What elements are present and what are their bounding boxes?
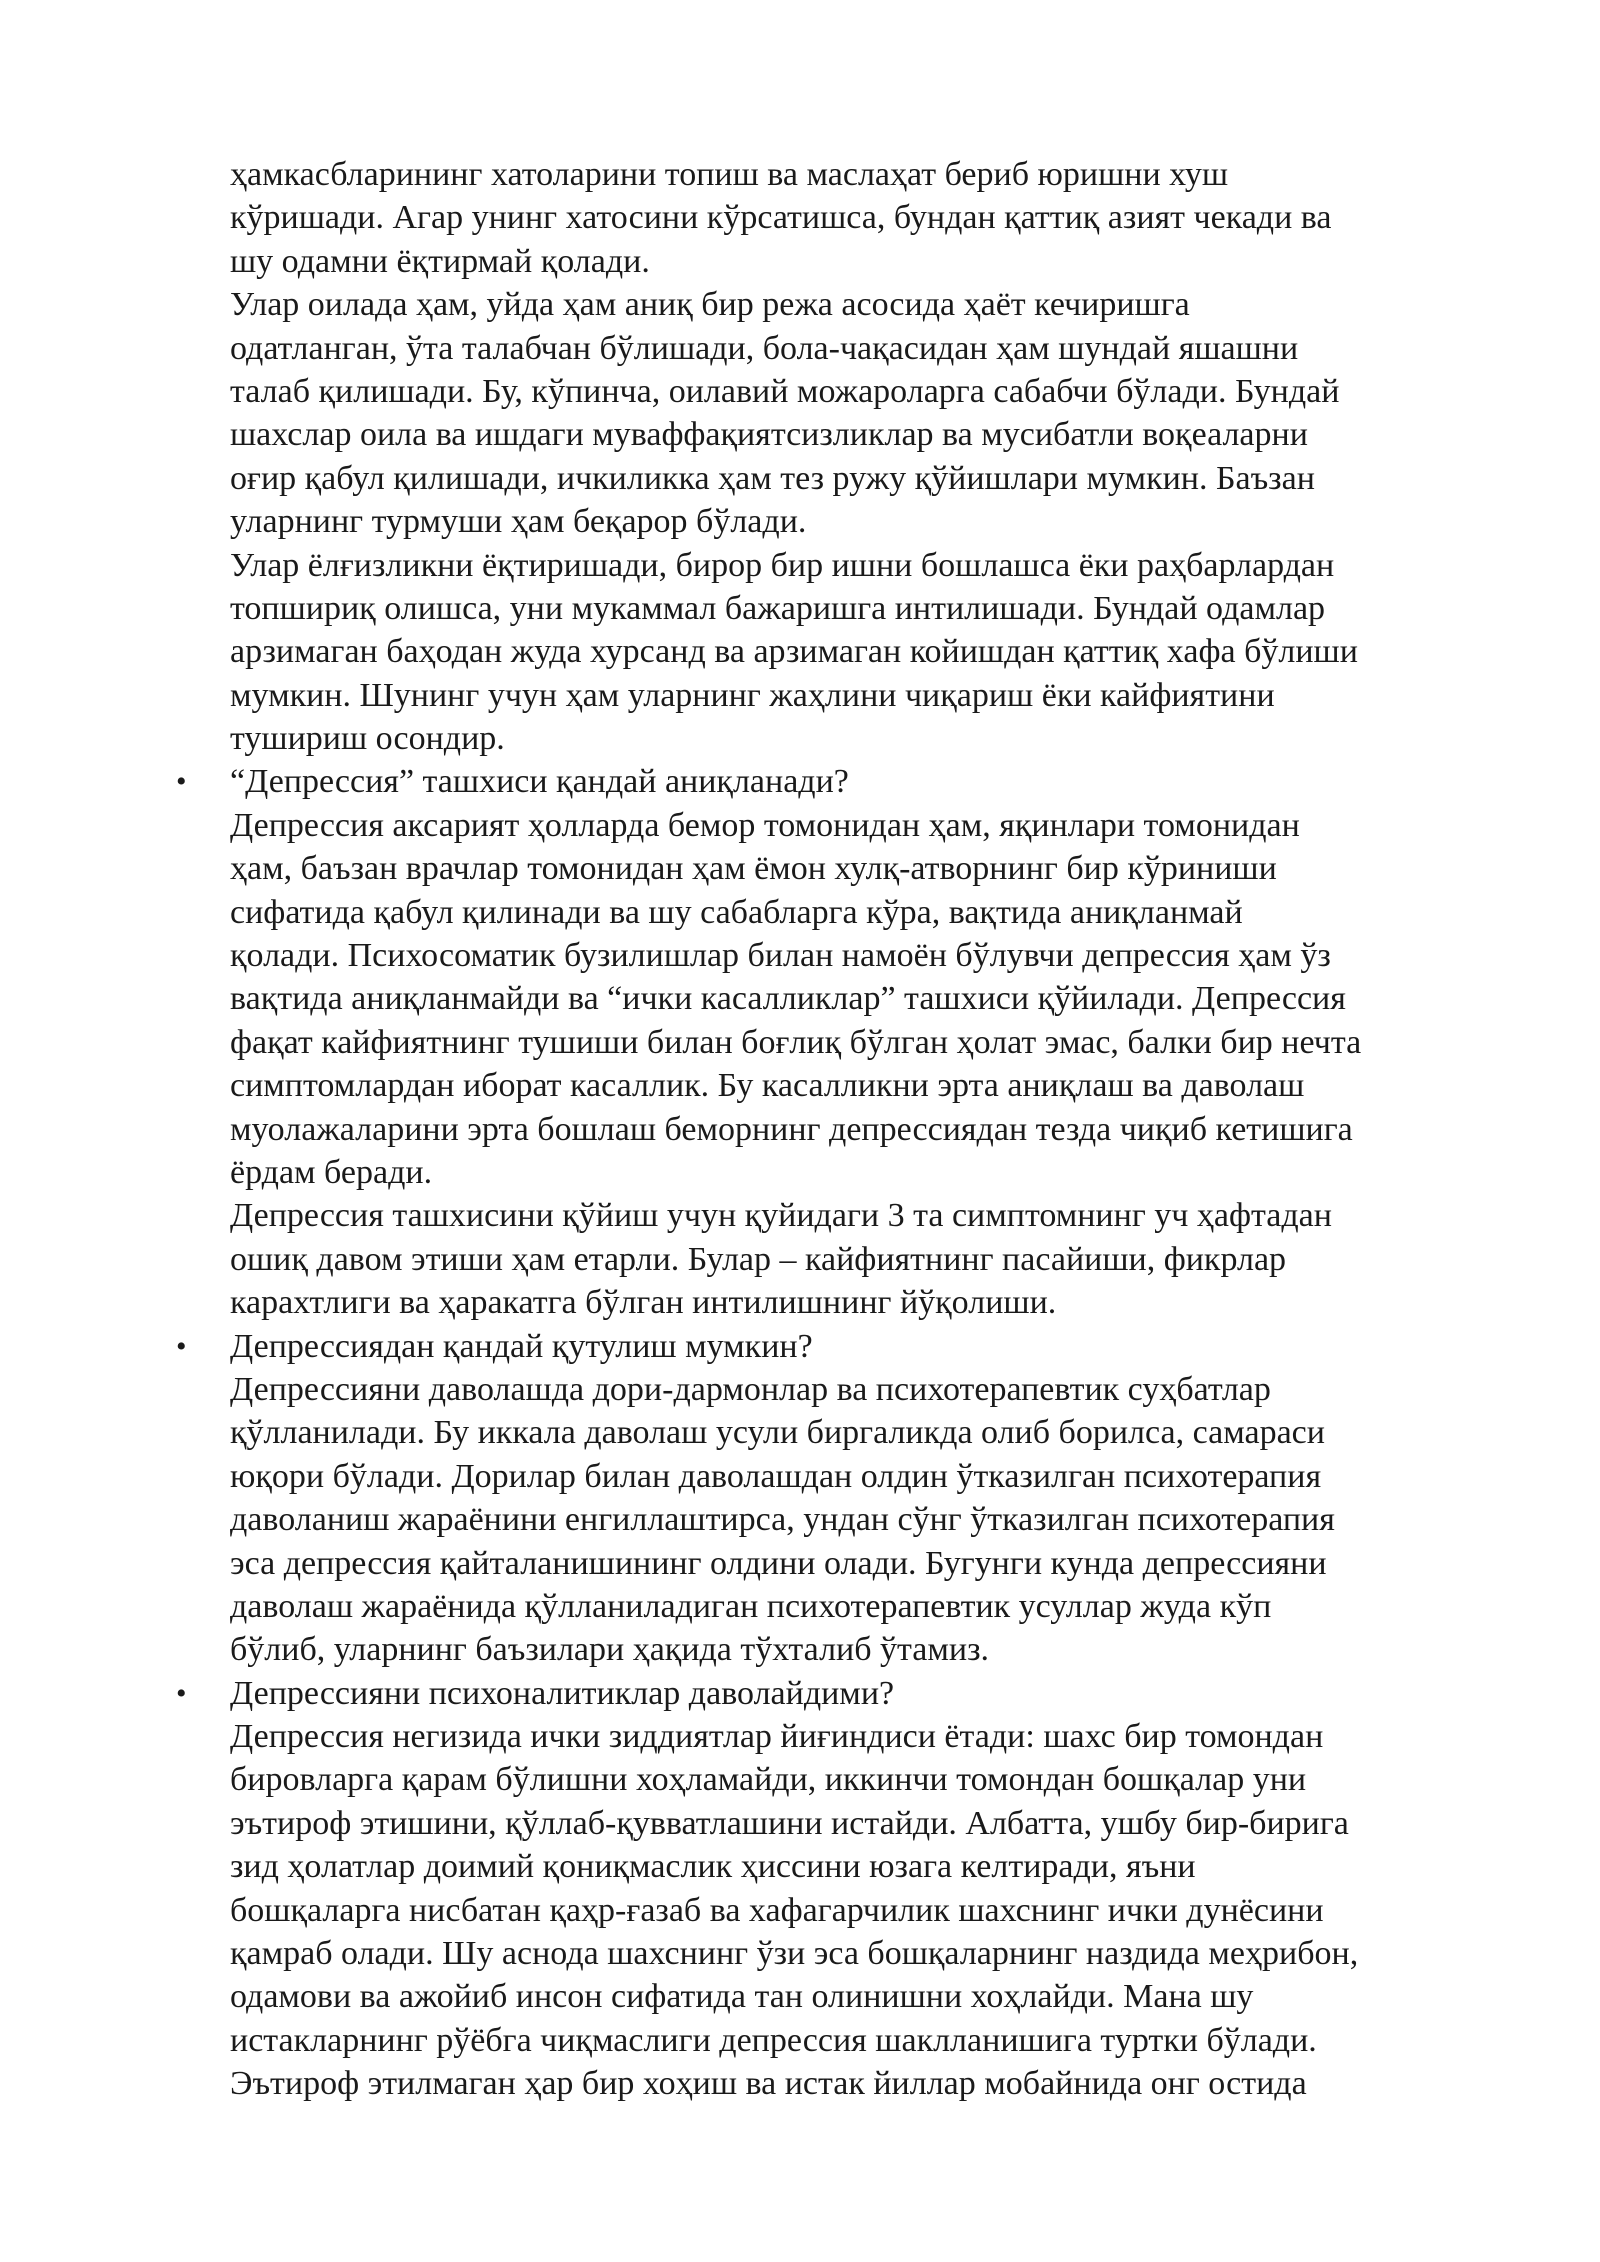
line-text: вақтида аниқланмайди ва “ички касалликлар” ташхиси қўйилади. Депрессия: [230, 980, 1346, 1018]
line-text: шу одамни ёқтирмай қолади.: [230, 242, 650, 280]
line-text: одамови ва ажойиб инсон сифатида тан олинишни хоҳлайди. Мана шу: [230, 1978, 1254, 2016]
line-text: Депрессиядан қандай қутулиш мумкин?: [230, 1327, 813, 1365]
paragraph-line: [230, 1932, 1530, 1975]
line-text: Улар ёлғизликни ёқтиришади, бирор бир ишни бошлашса ёки раҳбарлардан: [230, 546, 1335, 584]
paragraph-line: [230, 1845, 1530, 1888]
line-text: топшириқ олишса, уни мукаммал бажаришга интилишади. Бундай одамлар: [230, 589, 1326, 627]
paragraph-line: [230, 1021, 1530, 1064]
line-text: Депрессия негизида ички зиддиятлар йиғиндиси ётади: шахс бир томондан: [230, 1718, 1324, 1756]
line-text: бошқаларга нисбатан қаҳр-ғазаб ва хафагарчилик шахснинг ички дунёсини: [230, 1891, 1324, 1929]
paragraph-line: [230, 544, 1530, 587]
paragraph-line: [230, 1411, 1530, 1454]
paragraph-line: [230, 1194, 1530, 1237]
line-text: карахтлиги ва ҳаракатга бўлган интилишнинг йўқолиши.: [230, 1284, 1057, 1322]
paragraph-line: [230, 1802, 1530, 1845]
paragraph-line: [230, 1715, 1530, 1758]
line-text: ҳамкасбларининг хатоларини топиш ва маслаҳат бериб юришни хуш: [230, 156, 1229, 193]
line-text: Депрессияни психоналитиклар даволайдими?: [230, 1674, 895, 1712]
paragraph-line: [230, 804, 1530, 847]
paragraph-line: [230, 934, 1530, 977]
paragraph-line: [230, 1975, 1530, 2018]
paragraph-line: [230, 1498, 1530, 1541]
paragraph-line: [230, 153, 1530, 196]
paragraph-line: [230, 500, 1530, 543]
paragraph-line: [230, 1758, 1530, 1801]
line-text: ҳам, баъзан врачлар томонидан ҳам ёмон хулқ-атворнинг бир кўриниши: [230, 850, 1277, 888]
paragraph-line: [230, 1151, 1530, 1194]
bullet-icon: •: [176, 1676, 187, 1710]
line-text: уларнинг турмуши ҳам беқарор бўлади.: [230, 503, 807, 541]
paragraph-line: [230, 630, 1530, 673]
line-text: оғир қабул қилишади, ичкиликка ҳам тез ружу қўйишлари мумкин. Баъзан: [230, 459, 1315, 497]
line-text: арзимаган баҳодан жуда хурсанд ва арзимаган койишдан қаттиқ хафа бўлиши: [230, 633, 1358, 671]
line-text: қолади. Психосоматик бузилишлар билан намоён бўлувчи депрессия ҳам ўз: [230, 937, 1331, 975]
line-text: тушириш осондир.: [230, 720, 505, 758]
line-text: мумкин. Шунинг учун ҳам уларнинг жаҳлини чиқариш ёки кайфиятини: [230, 676, 1275, 714]
paragraph-line: [230, 370, 1530, 413]
paragraph-line: [230, 2062, 1530, 2105]
paragraph-line: [230, 327, 1530, 370]
paragraph-line: [230, 977, 1530, 1020]
paragraph-line: [230, 1628, 1530, 1671]
bullet-heading-line: [176, 1672, 1530, 1715]
paragraph-line: [230, 674, 1530, 717]
line-text: эътироф этишини, қўллаб-қувватлашини истайди. Албатта, ушбу бир-бирига: [230, 1804, 1349, 1842]
paragraph-line: [230, 847, 1530, 890]
line-text: сифатида қабул қилинади ва шу сабабларга кўра, вақтида аниқланмай: [230, 893, 1243, 931]
paragraph-line: [230, 1542, 1530, 1585]
line-text: юқори бўлади. Дорилар билан даволашдан олдин ўтказилган психотерапия: [230, 1457, 1322, 1495]
paragraph-line: [230, 196, 1530, 239]
line-text: бировларга қарам бўлишни хоҳламайди, иккинчи томондан бошқалар уни: [230, 1761, 1307, 1799]
paragraph-line: [230, 413, 1530, 456]
line-text: фақат кайфиятнинг тушиши билан боғлиқ бўлган ҳолат эмас, балки бир нечта: [230, 1023, 1362, 1061]
paragraph-line: [230, 717, 1530, 760]
paragraph-line: [230, 1108, 1530, 1151]
line-text: Улар оилада ҳам, уйда ҳам аниқ бир режа асосида ҳаёт кечиришга: [230, 286, 1190, 324]
line-text: зид ҳолатлар доимий қониқмаслик ҳиссини юзага келтиради, яъни: [230, 1848, 1196, 1886]
line-text: кўришади. Агар унинг хатосини кўрсатишса, бундан қаттиқ азият чекади ва: [230, 199, 1332, 237]
line-text: Депрессияни даволашда дори-дармонлар ва психотерапевтик суҳбатлар: [230, 1370, 1271, 1408]
paragraph-line: [230, 1281, 1530, 1324]
line-text: муолажаларини эрта бошлаш беморнинг депрессиядан тезда чиқиб кетишига: [230, 1110, 1353, 1148]
line-text: шахслар оила ва ишдаги муваффақиятсизликлар ва мусибатли воқеаларни: [230, 416, 1308, 454]
paragraph-line: [230, 1889, 1530, 1932]
paragraph-line: [230, 891, 1530, 934]
bullet-icon: •: [176, 765, 187, 799]
paragraph-line: [230, 1368, 1530, 1411]
line-text: қамраб олади. Шу аснода шахснинг ўзи эса бошқаларнинг наздида меҳрибон,: [230, 1935, 1359, 1973]
line-text: ошиқ давом этиши ҳам етарли. Булар – кайфиятнинг пасайиши, фикрлар: [230, 1240, 1287, 1278]
paragraph-line: [230, 587, 1530, 630]
paragraph-line: [230, 457, 1530, 500]
line-text: даволаш жараёнида қўлланиладиган психотерапевтик усуллар жуда кўп: [230, 1587, 1272, 1625]
paragraph-line: [230, 283, 1530, 326]
document-body: [176, 153, 1530, 2106]
line-text: ёрдам беради.: [230, 1153, 433, 1191]
line-text: одатланган, ўта талабчан бўлишади, бола-чақасидан ҳам шундай яшашни: [230, 329, 1299, 367]
line-text: эса депрессия қайталанишининг олдини олади. Бугунги кунда депрессияни: [230, 1544, 1327, 1582]
line-text: Депрессия аксарият ҳолларда бемор томонидан ҳам, яқинлари томонидан: [230, 806, 1300, 844]
bullet-heading-line: [176, 1325, 1530, 1368]
paragraph-line: [230, 1064, 1530, 1107]
bullet-icon: •: [176, 1329, 187, 1363]
bullet-heading-line: [176, 760, 1530, 803]
paragraph-line: [230, 1238, 1530, 1281]
line-text: бўлиб, уларнинг баъзилари ҳақида тўхталиб ўтамиз.: [230, 1631, 990, 1669]
line-text: Эътироф этилмаган ҳар бир хоҳиш ва истак йиллар мобайнида онг остида: [230, 2065, 1307, 2103]
line-text: даволаниш жараёнини енгиллаштирса, ундан сўнг ўтказилган психотерапия: [230, 1501, 1335, 1539]
paragraph-line: [230, 240, 1530, 283]
line-text: қўлланилади. Бу иккала даволаш усули биргаликда олиб борилса, самараси: [230, 1414, 1325, 1452]
paragraph-line: [230, 2019, 1530, 2062]
paragraph-line: [230, 1455, 1530, 1498]
line-text: талаб қилишади. Бу, кўпинча, оилавий можароларга сабабчи бўлади. Бундай: [230, 372, 1340, 410]
line-text: симптомлардан иборат касаллик. Бу касалликни эрта аниқлаш ва даволаш: [230, 1067, 1305, 1105]
paragraph-line: [230, 1585, 1530, 1628]
line-text: “Депрессия” ташхиси қандай аниқланади?: [230, 763, 849, 801]
line-text: истакларнинг рўёбга чиқмаслиги депрессия шаклланишига туртки бўлади.: [230, 2021, 1317, 2059]
line-text: Депрессия ташхисини қўйиш учун қуйидаги 3 та симптомнинг уч ҳафтадан: [230, 1197, 1332, 1235]
